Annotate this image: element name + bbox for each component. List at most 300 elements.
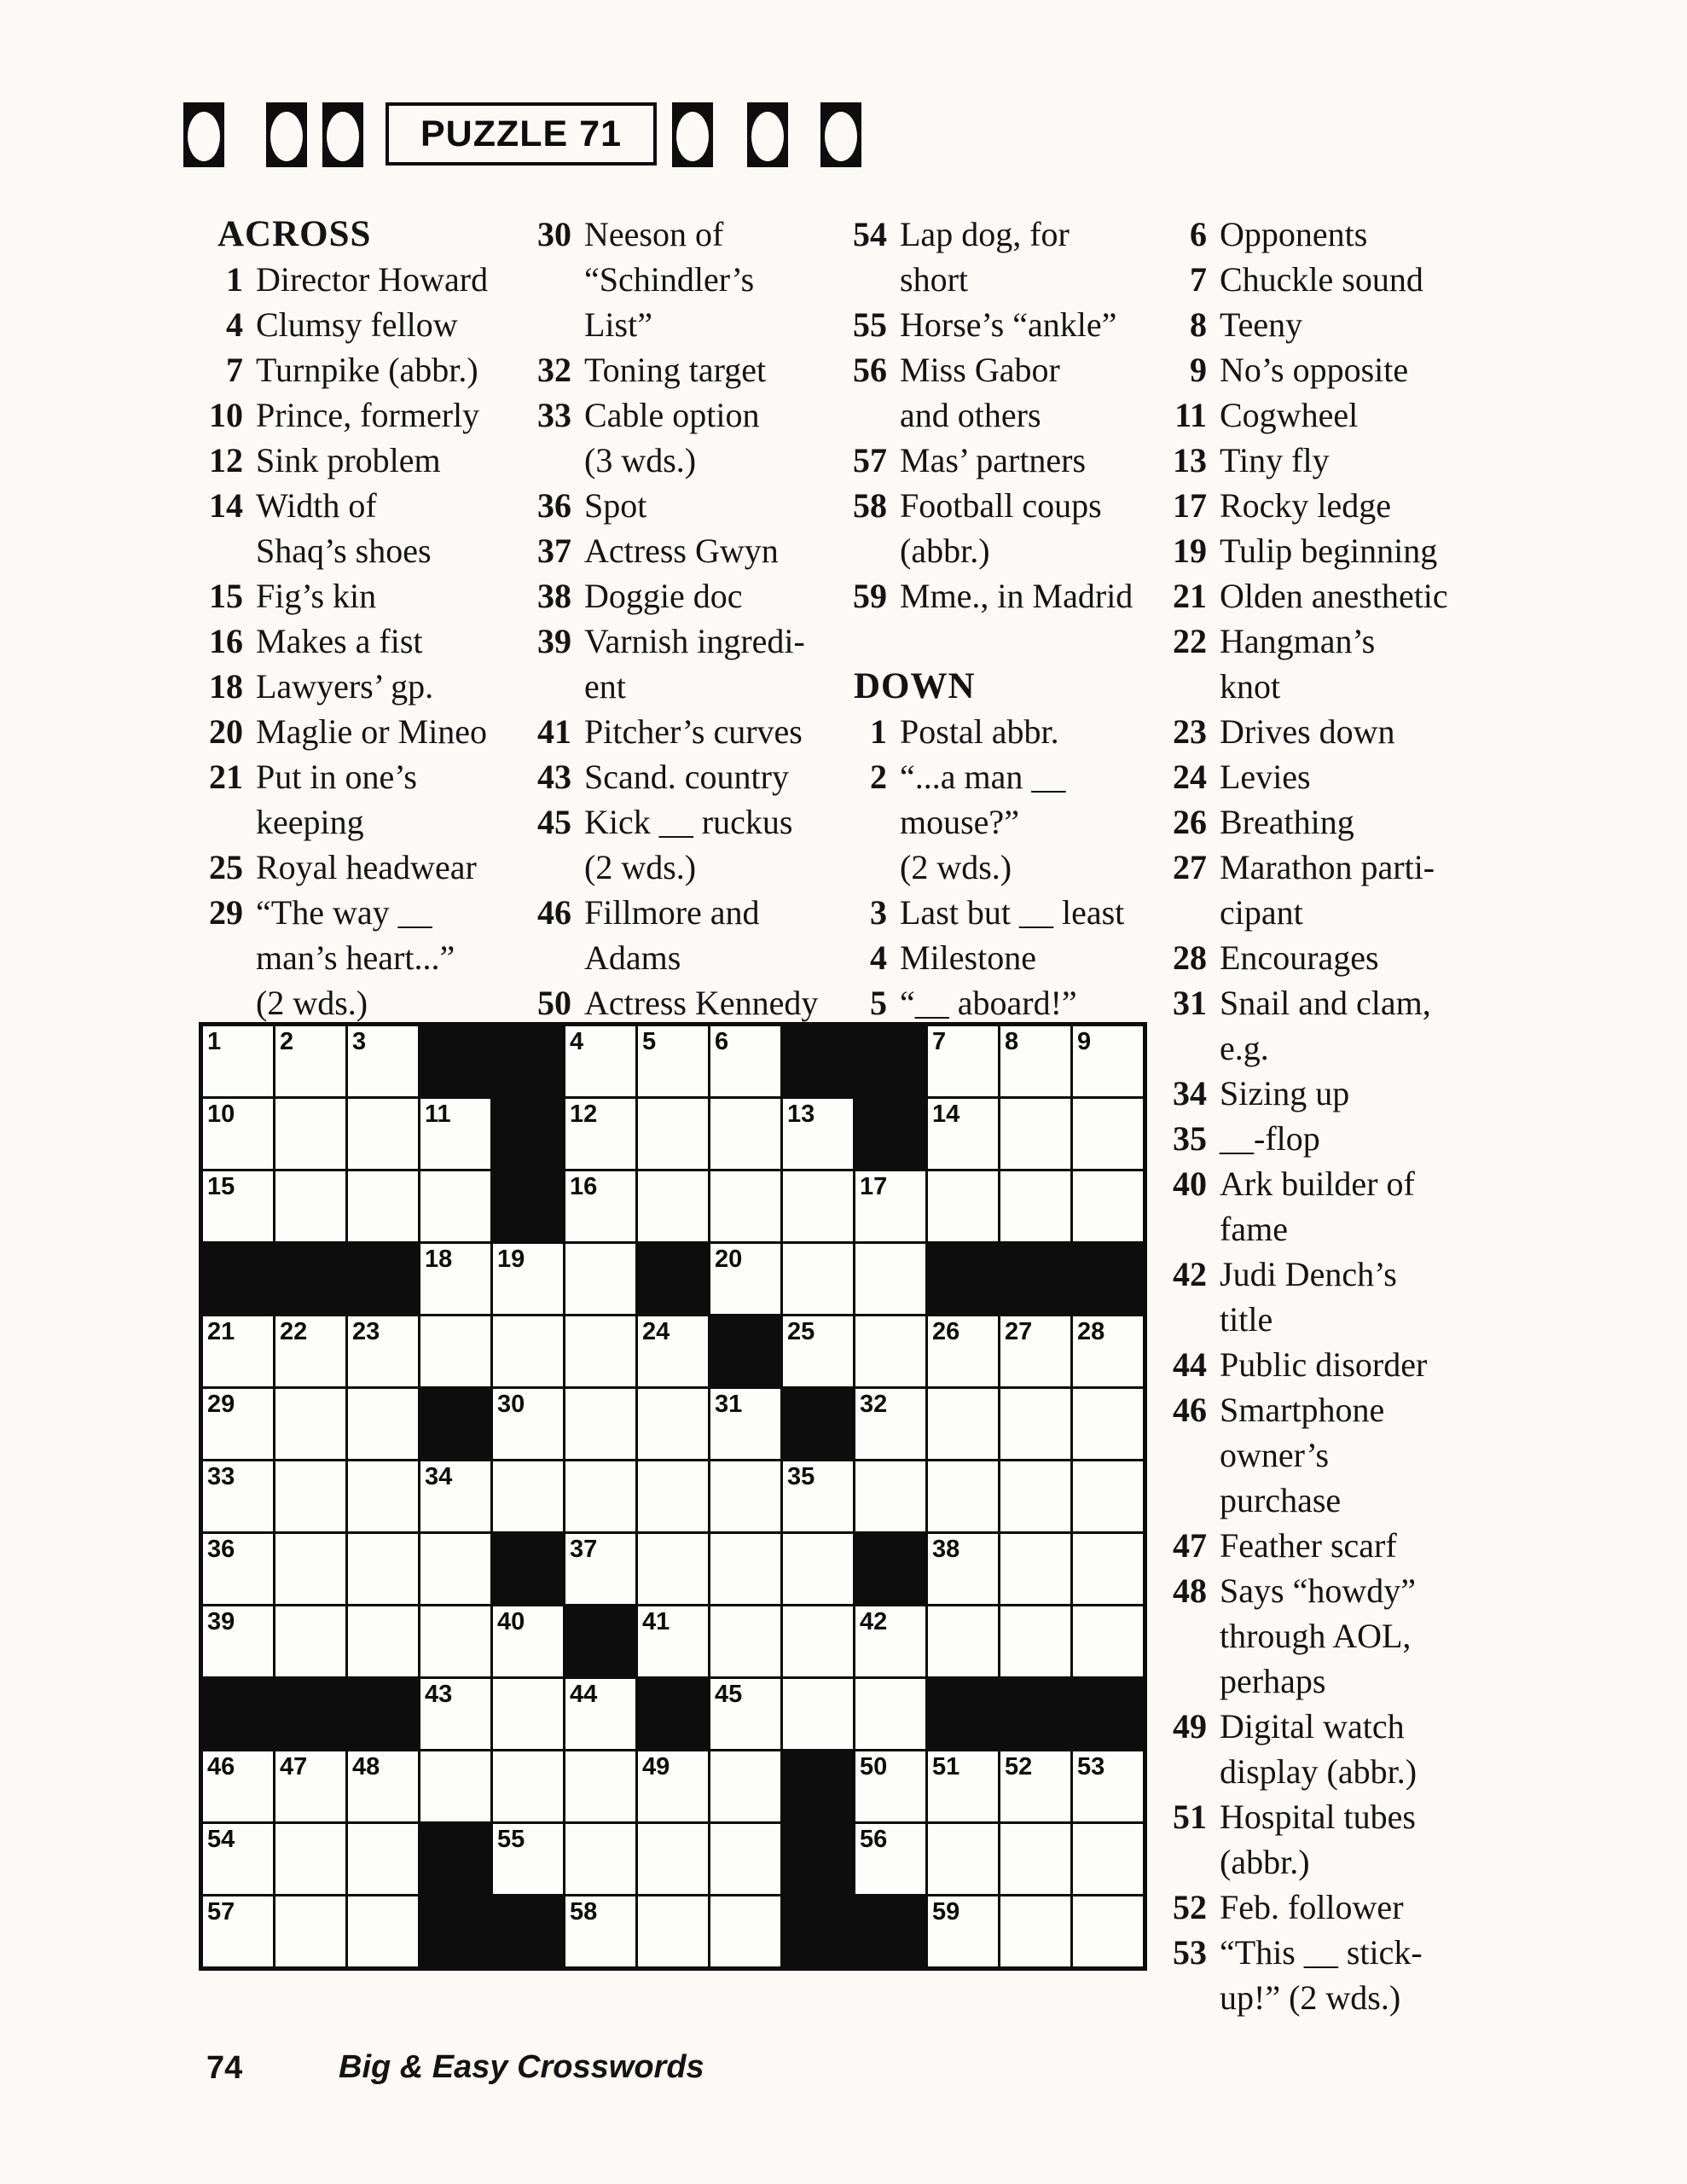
clue-line: (3 wds.) [584,441,697,479]
clue-number: 16 [209,622,243,660]
grid-cell[interactable] [928,1896,998,1966]
grid-cell[interactable] [1000,1171,1070,1241]
grid-cell[interactable] [348,1389,418,1459]
grid-cell[interactable] [565,1244,635,1314]
grid-cell[interactable] [565,1751,635,1821]
grid-cell-black [493,1026,563,1096]
clue-line: Actress Kennedy [584,984,819,1022]
clue-number: 9 [1190,351,1207,389]
clue [529,980,818,1025]
grid-cell[interactable] [1073,1171,1143,1241]
clue-number: 42 [1173,1255,1207,1293]
grid-cell-black [420,1026,490,1096]
grid-cell[interactable] [783,1534,853,1604]
grid-cell[interactable] [783,1606,853,1676]
grid-cell[interactable] [855,1316,925,1386]
grid-cell[interactable] [710,1534,780,1604]
grid-cell[interactable] [493,1824,563,1894]
clue-number: 21 [1173,577,1207,615]
clue-text [243,573,376,619]
grid-cell[interactable] [928,1534,998,1604]
grid-cell[interactable] [203,1461,273,1531]
clue-line: Doggie doc [584,577,743,615]
clue-line: (2 wds.) [900,848,1012,886]
grid-cell-black [1073,1679,1143,1749]
grid-cell[interactable] [203,1099,273,1169]
page-footer [206,2049,704,2087]
grid-cell[interactable] [203,1606,273,1676]
clue-number: 6 [1190,215,1207,253]
clue-text [571,212,754,347]
grid-cell[interactable] [565,1679,635,1749]
clue-text [1207,528,1437,573]
down-header: DOWN [854,666,976,706]
clue-column-4 [1167,212,1448,2020]
clue-line: and others [900,396,1041,434]
grid-cell[interactable] [565,1389,635,1459]
grid-cell[interactable] [710,1026,780,1096]
grid-cell[interactable] [638,1534,708,1604]
circle-hole-icon [270,112,303,161]
clue-number: 58 [853,486,887,525]
grid-cell[interactable] [275,1534,345,1604]
clue-line: Olden anesthetic [1220,577,1448,615]
grid-cell-black [420,1389,490,1459]
decor-square-icon [672,102,713,167]
grid-cell[interactable] [420,1316,490,1386]
clue [1167,935,1448,980]
clue-line: display (abbr.) [1220,1752,1417,1791]
grid-cell[interactable] [348,1461,418,1531]
cell-number: 39 [207,1608,235,1635]
clue-line: Chuckle sound [1220,260,1423,299]
clue-text [571,980,818,1025]
grid-cell[interactable] [1073,1316,1143,1386]
grid-cell[interactable] [1000,1389,1070,1459]
clue-line: Mme., in Madrid [900,577,1133,615]
grid-cell[interactable] [1073,1896,1143,1966]
grid-cell[interactable] [565,1824,635,1894]
grid-cell[interactable] [275,1824,345,1894]
grid-cell[interactable] [638,1026,708,1096]
clue [192,302,488,347]
clue-text [1207,1568,1416,1704]
clue-line: through AOL, [1220,1617,1412,1655]
clue-text [243,257,488,302]
grid-cell[interactable] [1000,1534,1070,1604]
grid-cell[interactable] [420,1679,490,1749]
grid-cell[interactable] [1000,1824,1070,1894]
grid-cell[interactable] [493,1461,563,1531]
grid-cell[interactable] [348,1316,418,1386]
grid-cell[interactable] [783,1099,853,1169]
clue-text [571,709,803,754]
grid-cell[interactable] [638,1751,708,1821]
clue-text [1207,483,1391,528]
clue-line: Drives down [1220,712,1395,751]
grid-cell[interactable] [1073,1751,1143,1821]
clue [1167,619,1448,709]
clue-line: Smartphone [1220,1391,1385,1429]
cell-number: 25 [787,1318,815,1345]
clue [529,212,818,347]
grid-cell[interactable] [275,1461,345,1531]
clue-text [887,438,1086,483]
grid-cell[interactable] [783,1171,853,1241]
clue [1167,528,1448,573]
grid-cell[interactable] [638,1099,708,1169]
clue-text [243,845,477,890]
clue-line: Hangman’s [1220,622,1376,660]
clue-column-3 [847,212,1133,1025]
clue [529,890,818,980]
clue-text [1207,257,1423,302]
clue-line: Royal headwear [256,848,477,886]
cell-number: 20 [715,1246,743,1273]
clue-number: 51 [1173,1798,1207,1836]
grid-cell[interactable] [638,1389,708,1459]
clue-text [1207,709,1395,754]
clue [192,438,488,483]
cell-number: 17 [860,1173,888,1200]
clue-text [1207,799,1354,845]
grid-cell[interactable] [565,1099,635,1169]
grid-cell[interactable] [928,1824,998,1894]
clue [1167,845,1448,935]
clue-line: Put in one’s [256,758,417,796]
cell-number: 57 [207,1898,235,1926]
clue-number: 39 [537,622,571,660]
grid-cell[interactable] [565,1026,635,1096]
grid-cell[interactable] [638,1461,708,1531]
clue-text [1207,302,1302,347]
grid-cell[interactable] [348,1534,418,1604]
clue-number: 35 [1173,1119,1207,1158]
grid-cell[interactable] [783,1679,853,1749]
clue-text [243,302,458,347]
grid-cell[interactable] [420,1461,490,1531]
clue-text [1207,845,1435,935]
clue-text [1207,1387,1384,1523]
clue-number: 7 [226,351,243,389]
cell-number: 13 [787,1101,815,1128]
clue-line: “This __ stick- [1220,1933,1423,1972]
grid-cell[interactable] [565,1461,635,1531]
grid-cell[interactable] [1073,1026,1143,1096]
clue-number: 32 [537,351,571,389]
clue-text [887,302,1116,347]
grid-cell[interactable] [928,1751,998,1821]
clue-number: 19 [1173,531,1207,570]
grid-cell[interactable] [928,1389,998,1459]
clue [192,709,488,754]
grid-cell[interactable] [275,1896,345,1966]
grid-cell[interactable] [565,1896,635,1966]
clue-line: Breathing [1220,803,1354,841]
cell-number: 58 [570,1898,598,1926]
grid-cell[interactable] [420,1244,490,1314]
cell-number: 37 [570,1536,598,1563]
clue-line: Hospital tubes [1220,1798,1416,1836]
grid-cell[interactable] [710,1896,780,1966]
grid-cell[interactable] [710,1751,780,1821]
clue [847,935,1133,980]
grid-cell[interactable] [493,1606,563,1676]
grid-cell[interactable] [710,1389,780,1459]
clue-text [243,347,478,392]
grid-cell[interactable] [275,1751,345,1821]
grid-cell[interactable] [928,1461,998,1531]
clue [1167,1116,1448,1161]
grid-cell[interactable] [710,1244,780,1314]
clue-text [1207,1161,1415,1252]
grid-cell[interactable] [203,1026,273,1096]
clue-text [1207,212,1367,257]
clue-line: Postal abbr. [900,712,1059,751]
grid-cell[interactable] [1073,1099,1143,1169]
clue-text [887,980,1077,1025]
grid-cell[interactable] [493,1316,563,1386]
grid-cell[interactable] [203,1534,273,1604]
clue-number: 30 [537,215,571,253]
clue-number: 10 [209,396,243,434]
grid-cell[interactable] [855,1244,925,1314]
grid-cell[interactable] [855,1679,925,1749]
cell-number: 44 [570,1681,598,1708]
grid-cell[interactable] [348,1896,418,1966]
clue [192,483,488,573]
clue [529,528,818,573]
clue-text [243,709,487,754]
grid-cell[interactable] [855,1606,925,1676]
grid-cell[interactable] [1073,1606,1143,1676]
circle-hole-icon [751,112,784,161]
grid-cell[interactable] [203,1824,273,1894]
clue-line: Sizing up [1220,1074,1350,1112]
grid-cell-black [783,1026,853,1096]
grid-cell[interactable] [275,1606,345,1676]
grid-cell-black [783,1751,853,1821]
grid-cell[interactable] [203,1389,273,1459]
clue-number: 40 [1173,1165,1207,1203]
grid-cell[interactable] [783,1461,853,1531]
grid-cell[interactable] [420,1751,490,1821]
clue-text [571,573,743,619]
clue-text [1207,980,1431,1071]
across-header: ACROSS [217,214,372,254]
grid-cell[interactable] [710,1679,780,1749]
grid-cell[interactable] [420,1606,490,1676]
clue-text [1207,1885,1404,1930]
grid-cell[interactable] [783,1316,853,1386]
clue-text [1207,1071,1349,1116]
grid-cell[interactable] [638,1824,708,1894]
grid-cell[interactable] [348,1099,418,1169]
grid-cell[interactable] [1000,1316,1070,1386]
grid-cell[interactable] [493,1679,563,1749]
clue [529,573,818,619]
grid-cell[interactable] [710,1171,780,1241]
clue-number: 34 [1173,1074,1207,1112]
clue-number: 13 [1173,441,1207,479]
clue [1167,1885,1448,1930]
clue-number: 53 [1173,1933,1207,1972]
clue-text [1207,1794,1416,1885]
grid-cell[interactable] [348,1824,418,1894]
cell-number: 55 [497,1826,525,1853]
clue-number: 4 [870,938,887,977]
cell-number: 42 [860,1608,888,1635]
clue-number: 47 [1173,1526,1207,1565]
grid-cell[interactable] [638,1896,708,1966]
grid-cell[interactable] [493,1389,563,1459]
grid-cell[interactable] [928,1606,998,1676]
clue-number: 38 [537,577,571,615]
grid-cell-black [275,1679,345,1749]
clue-number: 31 [1173,984,1207,1022]
grid-cell[interactable] [710,1606,780,1676]
grid-cell[interactable] [493,1244,563,1314]
grid-cell[interactable] [855,1751,925,1821]
clue-line: Feb. follower [1220,1888,1404,1926]
cell-number: 52 [1005,1753,1033,1780]
clue [1167,980,1448,1071]
grid-cell[interactable] [275,1099,345,1169]
clue [1167,302,1448,347]
grid-cell[interactable] [565,1316,635,1386]
grid-cell[interactable] [420,1534,490,1604]
clue-line: Cable option [584,396,760,434]
grid-cell[interactable] [348,1026,418,1096]
clue [1167,212,1448,257]
clue-number: 50 [537,984,571,1022]
clue-line: Last but __ least [900,893,1125,932]
clue-number: 8 [1190,305,1207,344]
grid-cell-black [493,1534,563,1604]
grid-cell[interactable] [565,1171,635,1241]
grid-cell[interactable] [1000,1026,1070,1096]
clue-line: Maglie or Mineo [256,712,488,751]
grid-cell-black [348,1244,418,1314]
grid-cell[interactable] [928,1171,998,1241]
grid-cell[interactable] [638,1606,708,1676]
clue [1167,709,1448,754]
clue [847,709,1133,754]
grid-cell-black [855,1026,925,1096]
grid-cell[interactable] [1073,1824,1143,1894]
grid-cell[interactable] [203,1751,273,1821]
grid-cell[interactable] [493,1751,563,1821]
cell-number: 4 [570,1028,584,1055]
grid-cell[interactable] [203,1896,273,1966]
grid-cell[interactable] [710,1824,780,1894]
grid-cell[interactable] [420,1171,490,1241]
clue-text [1207,1523,1397,1568]
clue-number: 3 [870,893,887,932]
grid-cell[interactable] [1000,1099,1070,1169]
grid-cell[interactable] [275,1389,345,1459]
circle-hole-icon [825,112,857,161]
grid-cell[interactable] [928,1026,998,1096]
grid-cell[interactable] [203,1316,273,1386]
clue-text [887,890,1124,935]
clue-text [571,754,789,799]
grid-cell-black [493,1099,563,1169]
cell-number: 15 [207,1173,235,1200]
grid-cell[interactable] [855,1389,925,1459]
clue-number: 22 [1173,622,1207,660]
cell-number: 26 [932,1318,960,1345]
grid-cell[interactable] [710,1099,780,1169]
clue-line: mouse?” [900,803,1019,841]
grid-cell[interactable] [420,1099,490,1169]
grid-cell[interactable] [348,1171,418,1241]
grid-cell[interactable] [348,1606,418,1676]
clue-text [1207,392,1358,438]
grid-cell[interactable] [203,1171,273,1241]
cell-number: 5 [642,1028,657,1055]
grid-cell[interactable] [928,1099,998,1169]
cell-number: 38 [932,1536,960,1563]
grid-cell[interactable] [638,1316,708,1386]
cell-number: 14 [932,1101,960,1128]
grid-cell[interactable] [638,1171,708,1241]
grid-cell[interactable] [275,1171,345,1241]
clue-line: Football coups [900,486,1102,525]
grid-cell[interactable] [1073,1461,1143,1531]
grid-cell[interactable] [855,1171,925,1241]
grid-cell[interactable] [710,1461,780,1531]
clue-text [571,799,792,890]
grid-cell[interactable] [1000,1896,1070,1966]
clue [529,483,818,528]
grid-cell[interactable] [855,1824,925,1894]
clue-number: 1 [870,712,887,751]
clue-number: 55 [853,305,887,344]
grid-cell[interactable] [1073,1534,1143,1604]
grid-cell[interactable] [928,1316,998,1386]
grid-cell[interactable] [783,1244,853,1314]
grid-cell[interactable] [275,1026,345,1096]
clue [192,573,488,619]
grid-cell[interactable] [1000,1751,1070,1821]
clue-number: 2 [870,758,887,796]
cell-number: 49 [642,1753,670,1780]
clue-number: 23 [1173,712,1207,751]
clue-line: perhaps [1220,1662,1326,1700]
grid-cell[interactable] [1000,1461,1070,1531]
clue-number: 41 [537,712,571,751]
clue-number: 29 [209,893,243,932]
grid-cell[interactable] [1000,1606,1070,1676]
clue [1167,438,1448,483]
grid-cell-black [1000,1244,1070,1314]
clue-number: 1 [226,260,243,299]
cell-number: 8 [1005,1028,1019,1055]
grid-cell[interactable] [1073,1389,1143,1459]
clue-line: Marathon parti- [1220,848,1435,886]
clue-line: Horse’s “ankle” [900,305,1117,344]
cell-number: 45 [715,1681,743,1708]
grid-cell[interactable] [565,1534,635,1604]
grid-cell[interactable] [855,1461,925,1531]
clue [847,302,1133,347]
grid-cell[interactable] [348,1751,418,1821]
grid-cell[interactable] [275,1316,345,1386]
clue-line: Tulip beginning [1220,531,1438,570]
clue-line: “__ aboard!” [900,984,1077,1022]
clue-line: title [1220,1300,1273,1339]
